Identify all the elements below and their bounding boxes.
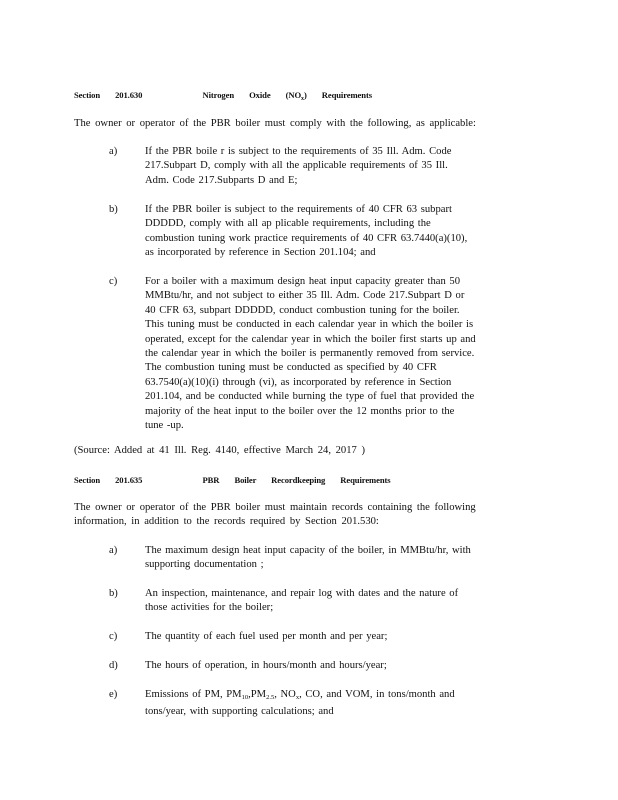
section-intro: The owner or operator of the PBR boiler must maintain records containing the following information, in addition to the records required by Section 201.530:	[74, 502, 476, 528]
item-label: d)	[109, 660, 118, 671]
item-text: The quantity of each fuel used per month and per year;	[145, 631, 388, 642]
section-title-part: ) Requirements	[303, 90, 372, 100]
item-text: If the PBR boiler is subject to the requirements of 40 CFR 63 subpart DDDDD, comply with all ap plicable requirements, including the combustion tuning work practice requirements of 40 CFR 63.7440(a)(10), as incorporated by reference in Section 201.104; and	[145, 204, 468, 259]
item-text-part: ,PM	[248, 689, 267, 700]
item-text	[145, 688, 505, 720]
item-text-part: , CO, and VOM, in tons/month and tons/year, with supporting calculations; and	[145, 689, 455, 718]
item-label: c)	[109, 631, 118, 642]
item-text: The maximum design heat input capacity of the boiler, in MMBtu/hr, with supporting documentation ;	[145, 545, 471, 571]
subscript: x	[295, 694, 300, 701]
section-number: Section 201.635	[74, 475, 143, 485]
item-text: The hours of operation, in hours/month and hours/year;	[145, 660, 387, 671]
item-label: b)	[109, 204, 118, 215]
subscript: 2.5	[266, 694, 275, 701]
section-number: Section 201.630	[74, 90, 143, 100]
section-title-part: Nitrogen Oxide (NO	[202, 90, 302, 100]
item-label: a)	[109, 146, 118, 157]
section-heading-201-635	[74, 475, 391, 485]
section-heading-201-630	[74, 90, 372, 102]
item-label: e)	[109, 689, 118, 700]
item-text: For a boiler with a maximum design heat input capacity greater than 50 MMBtu/hr, and not subject to either 35 Ill. Adm. Code 217.Subpart D or 40 CFR 63, subpart DDDDD, conduct combustion tuning for the boiler. This tuning must be conducted in each calendar year in which the boiler is operated, except for the calendar year in which the boiler first starts up and the calendar year in which the boiler is permanently removed from service. The combustion tuning must be conducted as specified by 40 CFR 63.7540(a)(10)(i) through (vi), as incorporated by reference in Section 201.104, and be conducted while burning the type of fuel that provided the majority of the heat input to the boiler over the 12 months prior to the tune -up.	[145, 276, 476, 432]
item-text: If the PBR boile r is subject to the requirements of 35 Ill. Adm. Code 217.Subpart D, comply with all the applicable requirements of 35 Ill. Adm. Code 217.Subparts D and E;	[145, 146, 452, 186]
item-text-part: Emissions of PM, PM	[145, 689, 242, 700]
item-label: b)	[109, 588, 118, 599]
item-label: a)	[109, 545, 118, 556]
section-title: PBR Boiler Recordkeeping Requirements	[202, 475, 391, 485]
item-text-part: , NO	[274, 689, 296, 700]
subscript: x	[301, 96, 304, 102]
subscript: 10	[241, 694, 249, 701]
source-note: (Source: Added at 41 Ill. Reg. 4140, effective March 24, 2017 )	[74, 445, 365, 456]
item-label: c)	[109, 276, 118, 287]
item-text: An inspection, maintenance, and repair log with dates and the nature of those activities for the boiler;	[145, 588, 459, 614]
section-intro: The owner or operator of the PBR boiler must comply with the following, as applicable:	[74, 118, 476, 129]
